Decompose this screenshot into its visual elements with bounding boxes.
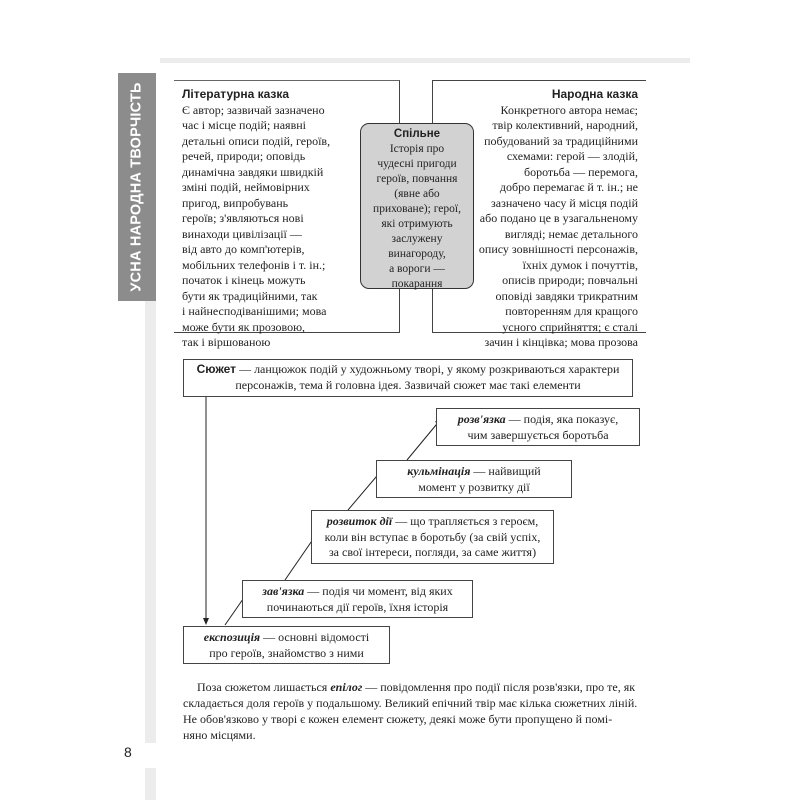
literary-tale-line: бути як традиційними, так xyxy=(182,288,318,303)
page-number: 8 xyxy=(124,744,132,760)
literary-tale-title: Літературна казка xyxy=(182,87,290,101)
paragraph-line-3: Не обов'язково у творі є кожен елемент сюжету, деякі може бути пропущено й помі- xyxy=(183,712,613,726)
literary-tale-line: речей, природи; оповідь xyxy=(182,149,306,163)
top-rule xyxy=(160,58,690,63)
literary-tale-line: від авто до комп'ютерів, xyxy=(182,242,305,256)
folk-tale-title: Народна казка xyxy=(551,87,638,101)
folk-tale-line: побудований за традиційними xyxy=(484,133,638,148)
development-line-1 xyxy=(312,514,553,530)
resolution-text: — подія, яка показує, xyxy=(505,412,619,426)
common-features-box xyxy=(360,123,474,289)
folk-tale-line: твір колективний, народний, xyxy=(492,118,638,132)
literary-tale-line: так і віршованою xyxy=(182,335,271,349)
common-title: Спільне xyxy=(393,128,441,140)
resolution-box xyxy=(436,408,640,446)
common-line: які отримують xyxy=(381,218,453,230)
literary-tale-line: Є автор; зазвичай зазначено xyxy=(182,102,325,117)
development-line-2: коли він вступає в боротьбу (за свій успіх, xyxy=(324,529,541,544)
section-tab-label: УСНА НАРОДНА ТВОРЧІСТЬ xyxy=(129,82,146,292)
resolution-line-1 xyxy=(437,412,639,428)
paragraph-text: Поза сюжетом лишається xyxy=(197,680,331,694)
folk-tale-line: опису зовнішності персонажів, xyxy=(478,242,638,256)
literary-tale-line: пригод, випробувань xyxy=(182,195,289,210)
folk-tale-line: боротьба — перемога, xyxy=(523,164,638,179)
paragraph-line-2: складається доля героїв у подальшому. Великий епічний твір має кілька сюжетних ліній. xyxy=(183,696,638,710)
exposition-text: — основні відомості xyxy=(260,630,370,644)
plot-definition-box xyxy=(183,359,633,397)
literary-tale-line: і найнесподіванішими; мова xyxy=(182,304,327,318)
plot-term: Сюжет xyxy=(196,362,237,376)
climax-text: — найвищий xyxy=(470,464,541,478)
zavyazka-text: — подія чи момент, від яких xyxy=(304,584,453,598)
exposition-line-1 xyxy=(184,630,389,646)
side-strip-bottom xyxy=(145,768,156,800)
literary-tale-line: детальні описи подій, героїв, xyxy=(182,133,331,148)
exposition-box xyxy=(183,626,390,664)
folk-tale-line: зазначено часу й місця подій xyxy=(491,195,638,210)
folk-tale-line: схемами: герой — злодій, xyxy=(506,149,638,163)
folk-tale-line: Конкретного автора немає; xyxy=(500,102,638,117)
epilogue-paragraph xyxy=(183,679,643,743)
literary-tale-line: мобільних телефонів і т. ін.; xyxy=(182,257,326,272)
folk-tale-line: повторенням для кращого xyxy=(505,304,638,318)
common-line: заслужену xyxy=(391,233,443,245)
zavyazka-line-1 xyxy=(243,584,472,600)
plot-definition-line-1 xyxy=(184,362,632,378)
plot-definition-text: — ланцюжок подій у художньому творі, у якому розкриваються характери xyxy=(236,362,620,376)
section-tab xyxy=(118,73,156,301)
exposition-line-2: про героїв, знайомство з ними xyxy=(209,645,364,660)
development-box xyxy=(311,510,554,564)
folk-tale-line: добро перемагає й т. ін.; не xyxy=(499,180,638,194)
common-line: героїв, повчання xyxy=(376,173,458,185)
common-line: (явне або xyxy=(394,188,440,200)
paragraph-line-4: няно місцями. xyxy=(183,728,256,742)
climax-box xyxy=(376,460,572,498)
folk-tale-line: або подано це в узагальненому xyxy=(479,211,638,225)
zavyazka-box xyxy=(242,580,473,618)
development-text: — що трапляється з героєм, xyxy=(392,514,539,528)
folk-tale-line: вигляді; немає детального xyxy=(504,226,638,241)
resolution-line-2: чим завершується боротьба xyxy=(467,427,609,442)
common-line: приховане); герої, xyxy=(373,203,461,215)
folk-tale-line: оповіді завдяки трикратним xyxy=(495,288,638,303)
climax-line-2: момент у розвитку дії xyxy=(418,479,530,494)
climax-line-1 xyxy=(377,464,571,480)
climax-term: кульмінація xyxy=(407,464,471,478)
paragraph-text: — повідомлення про події після розв'язки, про те, як xyxy=(362,680,636,694)
development-line-3: за свої інтереси, погляди, за саме життя) xyxy=(328,545,537,559)
plot-definition-line-2: персонажів, тема й головна ідея. Зазвичай сюжет має такі елементи xyxy=(235,377,581,392)
literary-tale-line: динамічна завдяки швидкій xyxy=(182,164,324,179)
common-line: винагороду, xyxy=(388,248,446,260)
paragraph-line-1 xyxy=(183,679,643,695)
zavyazka-term: зав'язка xyxy=(262,584,305,598)
resolution-term: розв'язка xyxy=(457,412,506,426)
literary-tale-line: час і місце подій; наявні xyxy=(182,118,306,132)
zavyazka-line-2: починаються дії героїв, їхня історія xyxy=(266,599,449,614)
folk-tale-line: описів природи; повчальні xyxy=(502,273,638,287)
common-line: покарання xyxy=(391,278,443,290)
common-line: а вороги — xyxy=(389,263,445,275)
literary-tale-line: зміні подій, неймовірних xyxy=(182,180,310,194)
folk-tale-line: усного сприйняття; є сталі xyxy=(502,319,638,334)
literary-tale-line: героїв; з'являються нові xyxy=(182,211,304,225)
literary-tale-line: початок і кінець можуть xyxy=(182,273,306,287)
literary-tale-line: може бути як прозовою, xyxy=(182,319,306,334)
exposition-term: експозиція xyxy=(203,630,261,644)
common-line: чудесні пригоди xyxy=(377,158,457,170)
epilogue-term: епілог xyxy=(330,680,363,694)
folk-tale-line: зачин і кінцівка; мова прозова xyxy=(484,335,638,349)
folk-tale-line: їхніх думок і почуттів, xyxy=(522,257,638,272)
development-term: розвиток дії xyxy=(326,514,393,528)
literary-tale-line: винаходи цивілізації — xyxy=(182,226,302,241)
common-line: Історія про xyxy=(389,143,445,155)
side-strip xyxy=(145,301,156,743)
